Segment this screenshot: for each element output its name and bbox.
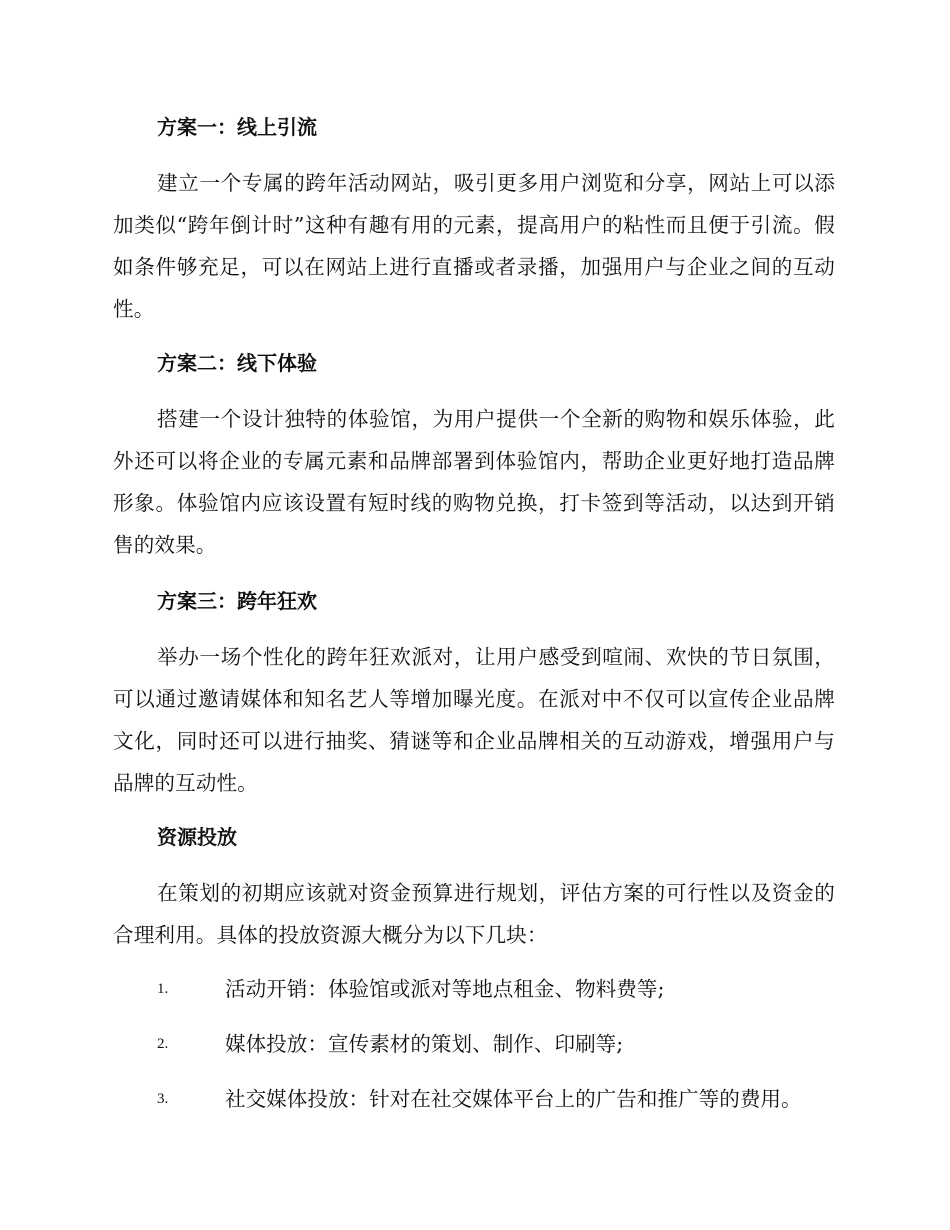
resources-heading: 资源投放 — [157, 825, 237, 849]
resources-paragraph: 在策划的初期应该就对资金预算进行规划，评估方案的可行性以及资金的合理利用。具体的投放资源大概分为以下几块： — [113, 881, 835, 947]
plan2-heading: 方案二：线下体验 — [157, 351, 317, 375]
list-item-text: 媒体投放：宣传素材的策划、制作、印刷等; — [225, 1032, 624, 1056]
list-item-text: 社交媒体投放：针对在社交媒体平台上的广告和推广等的费用。 — [225, 1087, 802, 1111]
plan1-heading: 方案一：线上引流 — [157, 115, 317, 139]
plan3-heading: 方案三：跨年狂欢 — [157, 589, 317, 613]
list-item-text: 活动开销：体验馆或派对等地点租金、物料费等; — [225, 977, 665, 1001]
plan3-paragraph: 举办一场个性化的跨年狂欢派对，让用户感受到喧闹、欢快的节日氛围，可以通过邀请媒体和知名艺人等增加曝光度。在派对中不仅可以宣传企业品牌文化，同时还可以进行抽奖、猜谜等和企业品牌相关的互动游戏，增强用户与品牌的互动性。 — [113, 645, 835, 795]
plan1-paragraph: 建立一个专属的跨年活动网站，吸引更多用户浏览和分享，网站上可以添加类似“跨年倒计时”这种有趣有用的元素，提高用户的粘性而且便于引流。假如条件够充足，可以在网站上进行直播或者录播，加强用户与企业之间的互动性。 — [113, 171, 835, 321]
list-item-number: 2. — [157, 1036, 169, 1052]
list-item-number: 1. — [157, 981, 169, 997]
list-item — [157, 1030, 857, 1058]
list-item — [157, 1085, 857, 1113]
plan2-paragraph: 搭建一个设计独特的体验馆，为用户提供一个全新的购物和娱乐体验，此外还可以将企业的专属元素和品牌部署到体验馆内，帮助企业更好地打造品牌形象。体验馆内应该设置有短时线的购物兑换，打卡签到等活动，以达到开销售的效果。 — [113, 407, 835, 557]
list-item-number: 3. — [157, 1091, 169, 1107]
list-item — [157, 975, 857, 1003]
